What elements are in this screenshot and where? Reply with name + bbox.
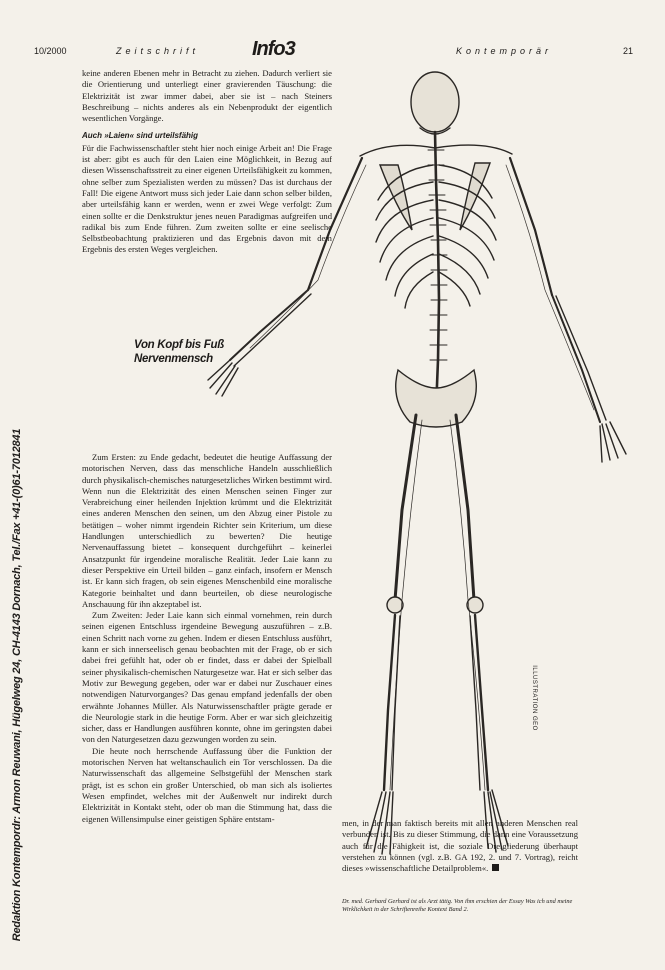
end-mark-icon: [492, 864, 499, 871]
author-footnote: Dr. med. Gerhard Gerhard ist als Arzt tätig. Von ihm erschien der Essay Was ich und meine Wirklichkeit in der Schriftenreihe Kontext Band 2.: [342, 898, 573, 913]
pull-quote: [134, 338, 224, 366]
illustration-credit: ILLUSTRATION GEO: [531, 665, 537, 731]
opening-paragraph: keine anderen Ebenen mehr in Betracht zu ziehen. Dadurch verliert sie die Orientierung und unterliegt einer gravierenden Täuschung: die Elektrizität ist zwar immer dabei, aber sie ist – nach Steiners Beschreibung – nichts anderes als ein Nebenprodukt der eigentlich wesentlichen Vorgänge.: [82, 68, 332, 124]
section2-paragraph-1: Zum Ersten: zu Ende gedacht, bedeutet die heutige Auffassung der motorischen Nerven, dass das menschliche Handeln ausschließlich durch physikalisch-chemisches naturgesetzliches Wirken bestimmt wird. Wenn nun die Elektrizität des einen Menschen seinen Finger zur Verabreichung einer heilenden Injektion krümmt und die Elektrizität eines anderen Menschen den seinen, um den Abzug einer Pistole zu betätigen – woher nimmt irgendein Richter sein Kriterium, um diese Handlungen unterschiedlich zu bewerten? Die heutige Nervenauffassung bietet – konsequent durchgeführt – keinerlei Ansatzpunkt für irgendeine moralische Realität. Jeder Laie kann zu dieser Perspektive ein Urteil bilden – ganz einfach, insofern er Mensch ist. Er kann sich fragen, ob sein eigenes Menschenbild eine moralische Kategorie beinhaltet und dann beurteilen, ob diese neurologische Anschauung für ihn akzeptabel ist.: [82, 452, 332, 609]
info3-logo: Info3: [252, 38, 295, 60]
right-text-column: [342, 818, 578, 874]
section1-paragraph: Für die Fachwissenschaftler steht hier noch einige Arbeit an! Die Frage ist aber: gibt es auch für den Laien eine Möglichkeit, in Bezug auf diesen Wissenschaftsstreit zu einer eigenen Urteilsfähigkeit zu kommen, ohne selber zum Spezialisten werden zu müssen? Das ist durchaus der Fall! Die eigene Antwort muss sich jeder Laie dann schon selber bilden, aber urteilsfähig kann er werden, wenn er zwei Wege verfolgt: Zum einen sollte er die Denkstruktur jenes neuen Paradigmas aufgreifen und radikal bis zum Ende führen. Zum zweiten sollte er eine seelische Selbstbeobachtung praktizieren und das Ergebnis davon mit dem Ergebnis des ersten Weges vergleichen.: [82, 142, 332, 255]
issue-number: 10/2000: [34, 46, 67, 56]
page-header: [28, 38, 643, 60]
top-text-column: [82, 68, 332, 256]
section2-paragraph-3: Die heute noch herrschende Auffassung über die Funktion der motorischen Nerven hat weltanschaulich ein Tor verschlossen. Da die Naturwissenschaft das allgemeine Selbstgefühl der Menschen stark prägt, ist es schon ein großer Unterschied, ob man sich als isoliertes Wesen empfindet, welches mit der Außenwelt nur indirekt durch Elektrizität in Kontakt steht, oder ob man die Stimmung hat, dass die eigenen Willensimpulse einer geistigen Sphäre entstam-: [82, 745, 332, 824]
pull-quote-line1: Von Kopf bis Fuß: [134, 339, 224, 351]
closing-paragraph: men, in der man faktisch bereits mit allen anderen Menschen real verbunden ist. Bis zu dieser Stimmung, die dann eine Voraussetzung auch für die Fähigkeit ist, die soziale Dreigliederung überhaupt verstehen zu können (vgl. z.B. GA 192, 2. und 7. Vortrag), reicht dieses »wissenschaftliche Detailproblem«.: [342, 818, 578, 874]
magazine-label: Zeitschrift: [116, 46, 200, 56]
skull-icon: [411, 72, 459, 132]
section-label: Kontemporär: [456, 46, 553, 56]
page-number: 21: [622, 46, 633, 56]
subheading: Auch »Laien« sind urteilsfähig: [82, 131, 199, 141]
editorial-contact-sidebar: Redaktion Kontempordr: Armon Reuwani, Hügelweg 24, CH-4143 Dornach, Tel./Fax +41-(0)61-7012841: [11, 428, 23, 942]
section2-paragraph-2: Zum Zweiten: Jeder Laie kann sich einmal vornehmen, rein durch seinen eigenen Entschluss irgendeine Bewegung auszuführen – z.B. einen Schritt nach vorne zu gehen. Indem er diesen Entschluss ausführt, kann er sich innerseelisch genau beobachten mit der Frage, ob er sich dabei frei gefühlt hat, oder ob er findet, dass er dabei der Spielball seiner physikalisch-chemischen Naturgesetze war. Hat er sich selber das Motiv zur Bewegung gegeben, oder war er dabei nur Zuschauer eines notwendigen Naturvorganges? Das genau empfand jedenfalls der oben erwähnte Johannes Müller. Als Naturwissenschaftler prägte gerade er die Neurologie stark in die heutige Form. Aber er war sich gleichzeitig sicher, dass er Handlungen ausführen konnte, ohne im geringsten dabei von den Naturgesetzen dazu gezwungen worden zu sein.: [82, 610, 332, 745]
spine-icon: [435, 132, 439, 410]
pull-quote-line2: Nervenmensch: [134, 353, 213, 365]
main-text-column: [82, 452, 332, 825]
